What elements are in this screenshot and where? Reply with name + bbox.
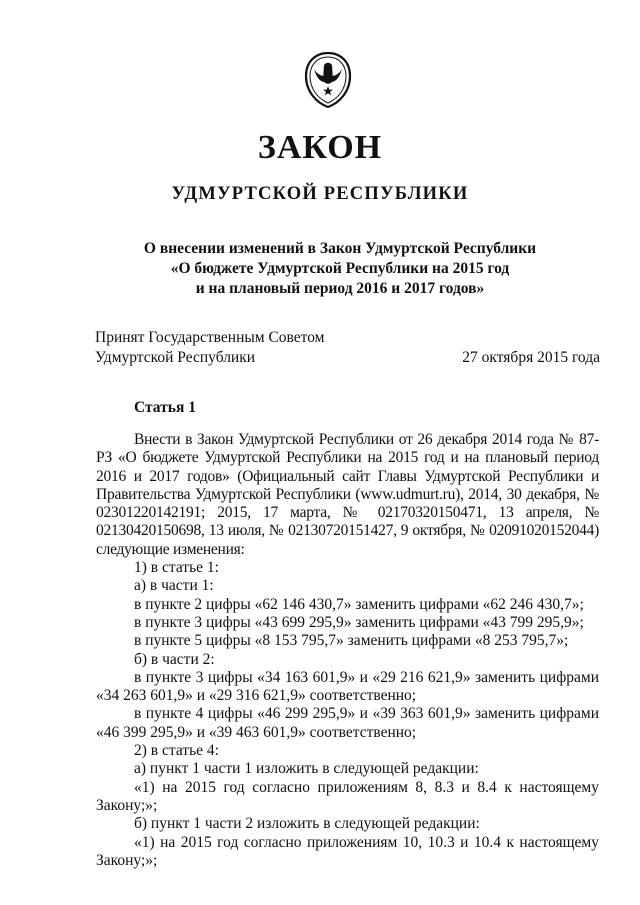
adoption-authority-line2: Удмуртской Республики <box>95 349 256 366</box>
list-item: в пункте 5 цифры «8 153 795,7» заменить цифрами «8 253 795,7»; <box>134 632 569 650</box>
list-item: а) в части 1: <box>134 577 214 595</box>
law-subject <box>130 239 550 299</box>
list-item: «1) на 2015 год согласно приложениям 10, 10.3 и 10.4 к настоящему Закону;»; <box>96 833 599 869</box>
list-item: «1) на 2015 год согласно приложениям 8, 8.3 и 8.4 к настоящему Закону;»; <box>96 778 599 814</box>
list-item: в пункте 3 цифры «34 163 601,9» и «29 216 621,9» заменить цифрами «34 263 601,9» и «29 316 621,9» соответственно; <box>96 668 599 705</box>
list-item: в пункте 2 цифры «62 146 430,7» заменить цифрами «62 246 430,7»; <box>134 595 584 613</box>
coat-of-arms-icon <box>303 52 353 108</box>
list-item: б) пункт 1 части 2 изложить в следующей редакции: <box>134 815 480 833</box>
list-item: в пункте 3 цифры «43 699 295,9» заменить цифрами «43 799 295,9»; <box>134 613 584 631</box>
adoption-date: 27 октября 2015 года <box>462 349 600 366</box>
subject-line: «О бюджете Удмуртской Республики на 2015 год <box>170 260 510 277</box>
adoption-block <box>95 328 600 368</box>
article-body <box>96 431 599 870</box>
list-item: б) в части 2: <box>134 650 215 668</box>
law-title: ЗАКОН <box>257 129 383 166</box>
list-item: в пункте 4 цифры «46 299 295,9» и «39 363 601,9» заменить цифрами «46 399 295,9» и «39 463 601,9» соответственно; <box>96 705 599 741</box>
adoption-authority-line1: Принят Государственным Советом <box>95 329 325 346</box>
subject-line: и на плановый период 2016 и 2017 годов» <box>195 280 485 297</box>
list-item: а) пункт 1 части 1 изложить в следующей редакции: <box>134 760 479 778</box>
subject-line: О внесении изменений в Закон Удмуртской Республики <box>143 240 537 257</box>
article-heading: Статья 1 <box>134 399 196 416</box>
law-subtitle: УДМУРТСКОЙ РЕСПУБЛИКИ <box>171 184 469 204</box>
article-intro: Внести в Закон Удмуртской Республики от 26 декабря 2014 года № 87-РЗ «О бюджете Удмуртской Республики на 2015 год и на плановый период 2016 и 2017 годов» (Официальный сайт Главы Удмуртской Республики и Правительства Удмуртской Республики (www.udmurt.ru), 2014, 30 декабря, № 02301220142191; 2015, 17 марта, № 02170320150471, 13 апреля, № 02130420150698, 13 июля, № 02130720151427, 9 октября, № 02091020152044) следующие изменения: <box>96 431 599 558</box>
list-item: 1) в статье 1: <box>134 559 219 577</box>
list-item: 2) в статье 4: <box>134 742 219 760</box>
